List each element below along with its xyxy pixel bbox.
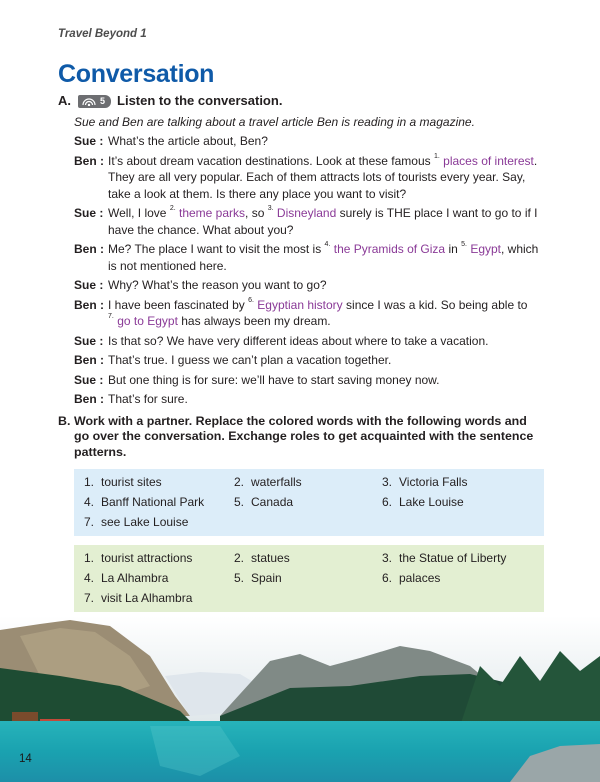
speaker-label: Sue : xyxy=(74,278,104,292)
dialogue-line xyxy=(74,277,544,294)
blank-number: 7. xyxy=(108,313,114,320)
item-text: La Alhambra xyxy=(101,571,169,585)
highlighted-phrase: theme parks xyxy=(179,206,246,220)
item-number: 5. xyxy=(234,571,245,585)
dialogue-line xyxy=(74,297,544,330)
highlighted-phrase: go to Egypt xyxy=(117,314,178,328)
speech-fragment: But one thing is for sure: we’ll have to start saving money now. xyxy=(108,372,440,387)
conversation-intro: Sue and Ben are talking about a travel article Ben is reading in a magazine. xyxy=(74,115,475,129)
dialogue xyxy=(74,133,544,408)
section-a-instruction: Listen to the conversation. xyxy=(117,93,283,108)
speaker-label: Sue : xyxy=(74,134,104,148)
speech-fragment: Why? What’s the reason you want to go? xyxy=(108,278,327,292)
blank-number: 4. xyxy=(324,241,331,248)
highlighted-phrase: Disneyland xyxy=(276,206,337,220)
speaker-label: Ben : xyxy=(74,153,104,168)
speech-fragment: , so xyxy=(245,206,268,220)
boathouse xyxy=(12,712,38,721)
audio-track-button[interactable] xyxy=(78,95,111,108)
speech-text xyxy=(108,277,544,294)
item-number: 3. xyxy=(382,551,393,565)
lake xyxy=(0,721,600,782)
item-number: 4. xyxy=(84,495,95,509)
item-number: 6. xyxy=(382,495,393,509)
highlighted-phrase: Egyptian history xyxy=(257,297,343,312)
item-text: see Lake Louise xyxy=(101,515,189,529)
substitution-item xyxy=(234,551,382,566)
substitution-item xyxy=(84,551,234,566)
section-b-label: B. xyxy=(58,413,71,428)
dialogue-line xyxy=(74,133,544,150)
speech-text xyxy=(108,205,544,238)
item-number: 4. xyxy=(84,571,95,585)
speech-fragment: That’s true. I guess we can’t plan a vacation together. xyxy=(108,353,392,367)
substitution-item xyxy=(84,571,234,586)
dialogue-line xyxy=(74,333,544,350)
speaker-label: Ben : xyxy=(74,297,104,312)
substitution-box-2 xyxy=(74,545,544,612)
speech-text xyxy=(108,153,544,203)
substitution-item xyxy=(382,551,532,566)
speaker-label: Ben : xyxy=(74,353,104,367)
item-number: 6. xyxy=(382,571,393,585)
speech-text xyxy=(108,372,544,389)
item-number: 7. xyxy=(84,591,95,605)
page-title: Conversation xyxy=(58,60,215,88)
speaker-label: Ben : xyxy=(74,392,104,406)
speech-fragment: What’s the article about, Ben? xyxy=(108,134,268,148)
speaker-label: Ben : xyxy=(74,242,104,256)
lake-louise-photo xyxy=(0,616,600,782)
dialogue-line xyxy=(74,352,544,369)
speaker-label: Sue : xyxy=(74,372,104,387)
item-text: tourist attractions xyxy=(101,551,193,565)
substitution-item xyxy=(234,475,382,490)
item-number: 5. xyxy=(234,495,245,509)
section-a-label: A. xyxy=(58,93,71,108)
substitution-item xyxy=(84,495,234,510)
item-text: palaces xyxy=(399,571,441,585)
item-text: visit La Alhambra xyxy=(101,591,193,605)
dialogue-line xyxy=(74,205,544,238)
item-text: tourist sites xyxy=(101,475,162,489)
item-text: waterfalls xyxy=(251,475,302,489)
speaker-label: Sue : xyxy=(74,333,104,348)
speech-text xyxy=(108,352,544,369)
substitution-item xyxy=(84,475,234,490)
item-number: 1. xyxy=(84,475,95,489)
speech-text xyxy=(108,297,544,330)
item-number: 7. xyxy=(84,515,95,529)
item-number: 3. xyxy=(382,475,393,489)
speaker-label: Sue : xyxy=(74,206,104,220)
item-text: the Statue of Liberty xyxy=(399,551,507,565)
substitution-item xyxy=(382,475,532,490)
substitution-item xyxy=(234,495,382,510)
substitution-box-1 xyxy=(74,469,544,536)
item-text: Canada xyxy=(251,495,294,509)
item-text: Spain xyxy=(251,571,282,585)
highlighted-phrase: places of interest xyxy=(443,153,534,168)
speech-text xyxy=(108,241,544,274)
running-head: Travel Beyond 1 xyxy=(58,28,147,40)
item-text: Banff National Park xyxy=(101,495,205,509)
highlighted-phrase: Egypt xyxy=(470,242,501,256)
highlighted-phrase: the Pyramids of Giza xyxy=(333,242,446,256)
item-number: 2. xyxy=(234,551,245,565)
dialogue-line xyxy=(74,391,544,408)
dialogue-line xyxy=(74,153,544,203)
speech-fragment: , which is not mentioned here. xyxy=(108,242,539,273)
item-text: Lake Louise xyxy=(399,495,464,509)
item-number: 1. xyxy=(84,551,95,565)
blank-number: 2. xyxy=(169,205,176,212)
substitution-item xyxy=(234,571,382,586)
speech-text xyxy=(108,333,544,350)
item-text: Victoria Falls xyxy=(399,475,468,489)
photo-area xyxy=(0,616,600,782)
speech-fragment: has always been my dream. xyxy=(177,314,331,328)
audio-track-number: 5 xyxy=(100,95,106,106)
item-text: statues xyxy=(251,551,290,565)
section-a-heading xyxy=(58,93,544,109)
substitution-item xyxy=(84,515,234,530)
speech-fragment: surely is THE place I want to go to if I have the chance. What about you? xyxy=(108,206,538,237)
dialogue-line xyxy=(74,372,544,389)
blank-number: 5. xyxy=(461,241,467,248)
blank-number: 1. xyxy=(433,152,440,160)
speech-text xyxy=(108,133,544,150)
dialogue-line xyxy=(74,241,544,274)
speech-fragment: Me? The place I want to visit the most is xyxy=(108,242,325,256)
page-number: 14 xyxy=(19,753,32,765)
substitution-item xyxy=(84,591,234,606)
substitution-item xyxy=(382,495,532,510)
blank-number: 3. xyxy=(267,205,274,212)
speech-text xyxy=(108,391,544,408)
speech-fragment: in xyxy=(445,242,462,256)
item-number: 2. xyxy=(234,475,245,489)
speech-fragment: Is that so? We have very different ideas about where to take a vacation. xyxy=(108,333,489,348)
substitution-item xyxy=(382,571,532,586)
speech-fragment: I have been fascinated by xyxy=(108,297,249,312)
audio-track-icon xyxy=(82,97,96,106)
speech-fragment: It’s about dream vacation destinations. Look at these famous xyxy=(108,153,434,168)
speech-fragment: That’s for sure. xyxy=(108,392,188,406)
speech-fragment: Well, I love xyxy=(108,206,170,220)
speech-fragment: since I was a kid. So being able to xyxy=(342,297,528,312)
section-b-instruction: Work with a partner. Replace the colored words with the following words and go over the conversation. Exchange roles to get acquainted with the sentence patterns. xyxy=(74,413,534,459)
section-b-heading xyxy=(58,414,544,461)
speech-fragment: . They are all very popular. Each of them attracts lots of tourists every year. Say, take a look at them. Is there any place you want to visit? xyxy=(108,153,538,201)
blank-number: 6. xyxy=(248,296,254,304)
